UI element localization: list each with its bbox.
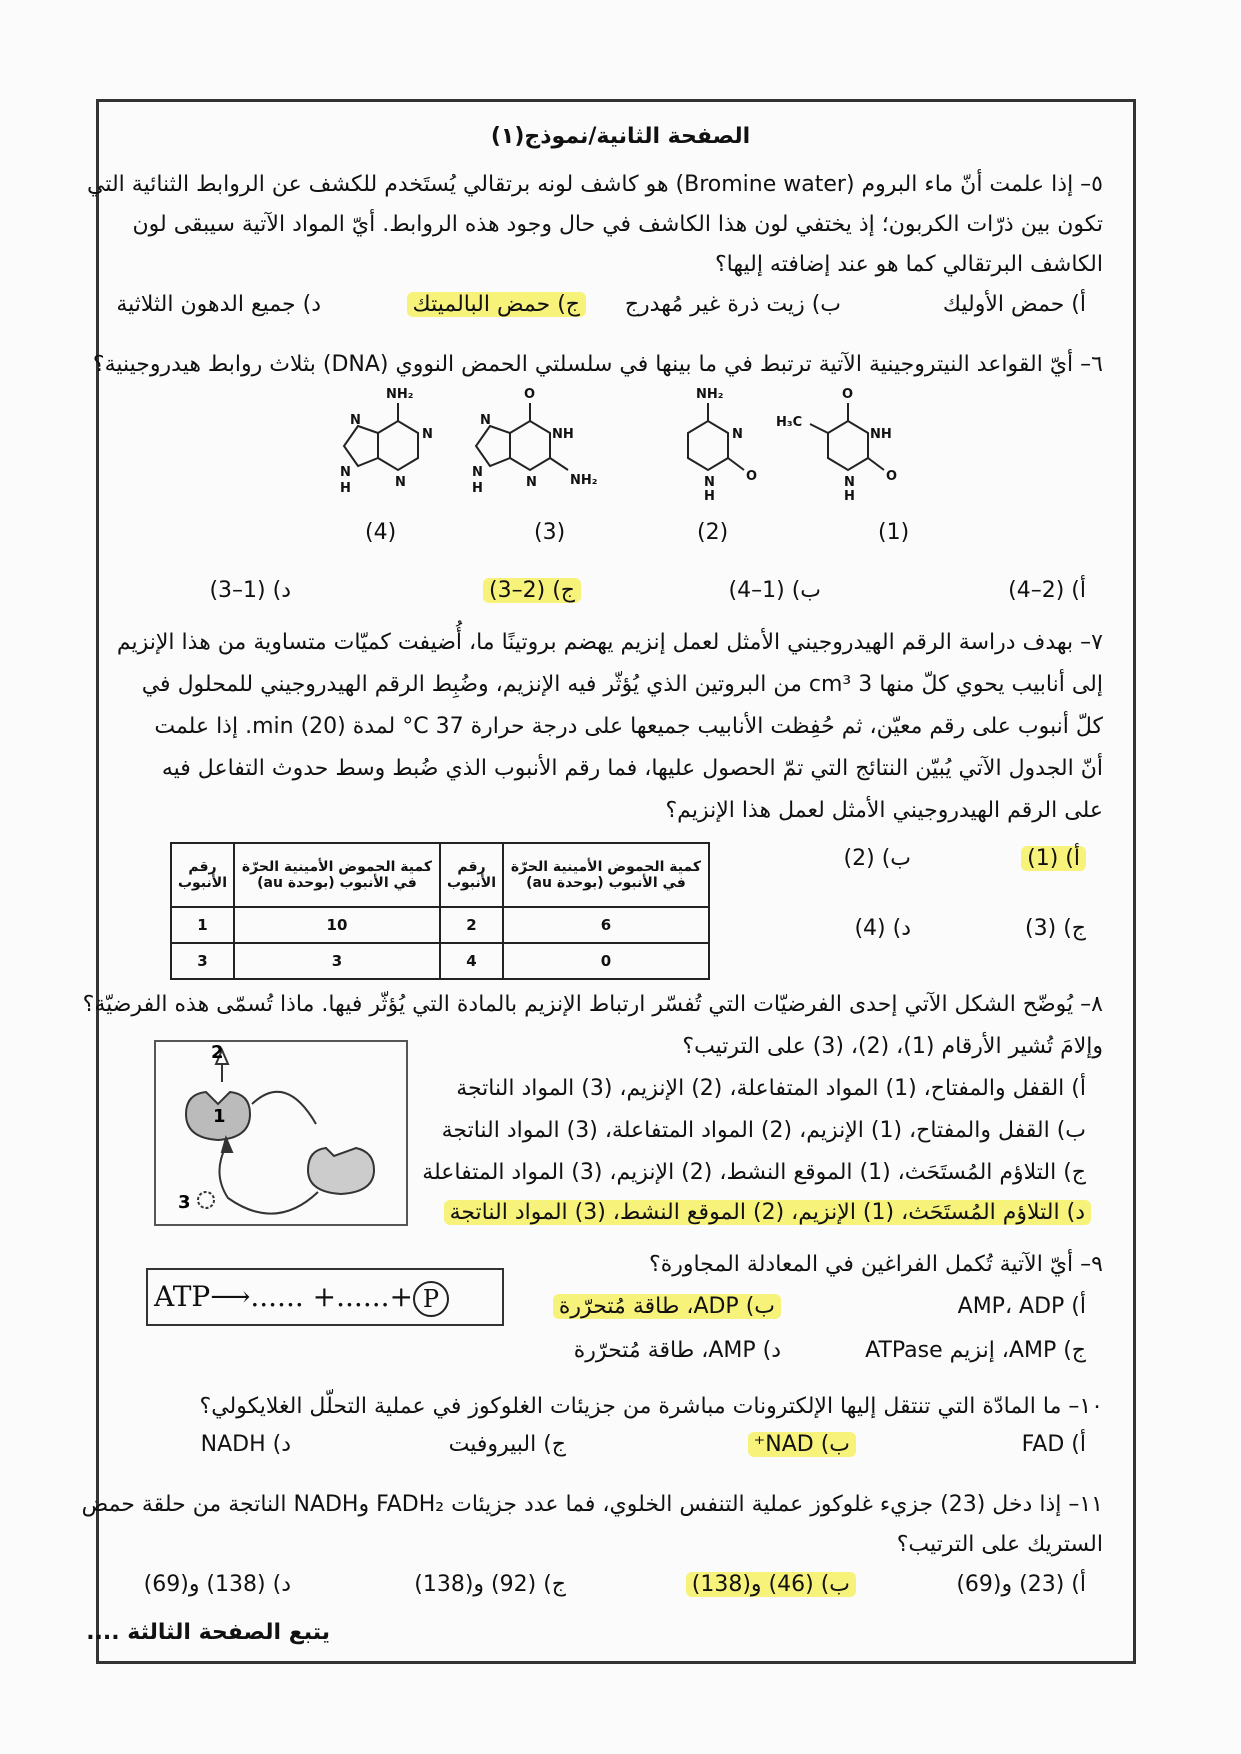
table-cell: 4 xyxy=(440,943,503,979)
q6-option-c[interactable]: ج) (2–3) xyxy=(483,578,581,603)
q7-option-a[interactable]: أ) (1) xyxy=(1021,846,1086,871)
guanine-n3: N xyxy=(472,465,483,480)
figure-label-1: 1 xyxy=(213,1106,226,1127)
q6-line: ٦– أيّ القواعد النيتروجينية الآتية ترتبط في ما بينها في سلسلتي الحمض النووي (DNA) بثلاث روابط هيدروجينية؟ xyxy=(92,352,1103,377)
thymine-nh: NH xyxy=(870,427,892,442)
adenine-n4: N xyxy=(340,465,351,480)
guanine-nh: NH xyxy=(552,427,574,442)
q10-option-c[interactable]: ج) البيروفيت xyxy=(448,1432,566,1457)
guanine-ring xyxy=(510,421,550,470)
q11-option-b[interactable]: ب) (46) و(138) xyxy=(686,1572,856,1597)
q9-line: ٩– أيّ الآتية تُكمل الفراغين في المعادلة المجاورة؟ xyxy=(649,1252,1103,1277)
enzyme-shape-2 xyxy=(308,1148,374,1194)
equation-box xyxy=(146,1268,504,1326)
thymine-h: H xyxy=(844,489,855,504)
guanine-nh2: NH₂ xyxy=(570,473,598,488)
q9-option-d[interactable]: د) AMP، طاقة مُتحرّرة xyxy=(573,1338,781,1363)
table-header: كمية الحموض الأمينية الحرّة في الأنبوب (بوحدة au) xyxy=(503,843,709,907)
q5-option-a[interactable]: أ) حمض الأوليك xyxy=(942,292,1086,317)
q10-option-d[interactable]: د) NADH xyxy=(200,1432,291,1457)
q10-line: ١٠– ما المادّة التي تنتقل إليها الإلكترونات مباشرة من جزيئات الغلوكوز في عملية التحلّل الغلايكولي؟ xyxy=(199,1394,1103,1419)
induced-fit-figure xyxy=(154,1040,408,1226)
thymine-o2: O xyxy=(886,469,898,484)
q9-option-b[interactable]: ب) ADP، طاقة مُتحرّرة xyxy=(553,1294,781,1319)
thymine-n: N xyxy=(844,475,855,490)
structure-label-2: (2) xyxy=(697,520,729,545)
nitrogen-bases-structures xyxy=(300,388,960,518)
equation-blanks: ...... +......+ xyxy=(250,1280,413,1313)
q8-option-d[interactable]: د) التلاؤم المُستَحَث، (1) الإنزيم، (2) الموقع النشط، (3) المواد الناتجة xyxy=(444,1200,1091,1225)
thymine-h3c: H₃C xyxy=(776,415,803,430)
cytosine-o: O xyxy=(746,469,758,484)
thymine-o1: O xyxy=(842,388,854,402)
page-footer: يتبع الصفحة الثالثة .... xyxy=(86,1620,330,1645)
adenine-n3: N xyxy=(350,413,361,428)
cytosine-n2: N xyxy=(704,475,715,490)
q7-line-4: أنّ الجدول الآتي يُبيّن النتائج التي تمّ الحصول عليها، فما رقم الأنبوب الذي ضُبط وسط حدوث التفاعل فيه xyxy=(161,756,1103,781)
thymine-ring xyxy=(828,421,868,470)
figure-label-2: 2 xyxy=(211,1042,224,1063)
q8-option-c[interactable]: ج) التلاؤم المُستَحَث، (1) الموقع النشط، (2) الإنزيم، (3) المواد المتفاعلة xyxy=(422,1160,1086,1185)
guanine-h: H xyxy=(472,481,483,496)
table-header-row xyxy=(171,843,709,907)
table-row xyxy=(171,907,709,943)
q8-line-1: ٨– يُوضّح الشكل الآتي إحدى الفرضيّات التي تُفسّر ارتباط الإنزيم بالمادة التي يُؤثّر فيها. ماذا تُسمّى هذه الفرضيّة؟ xyxy=(82,992,1103,1017)
q8-option-a[interactable]: أ) القفل والمفتاح، (1) المواد المتفاعلة، (2) الإنزيم، (3) المواد الناتجة xyxy=(456,1076,1086,1101)
equation-atp: ATP xyxy=(154,1280,211,1313)
q5-option-b[interactable]: ب) زيت ذرة غير مُهدرج xyxy=(624,292,841,317)
table-cell: 10 xyxy=(234,907,440,943)
q7-line-1: ٧– بهدف دراسة الرقم الهيدروجيني الأمثل لعمل إنزيم يهضم بروتينًا ما، أُضيفت كميّات متساوية من هذا الإنزيم xyxy=(116,630,1103,655)
guanine-imidazole xyxy=(476,426,510,466)
q7-line-5: على الرقم الهيدروجيني الأمثل لعمل هذا الإنزيم؟ xyxy=(665,798,1103,823)
guanine-o: O xyxy=(524,388,536,402)
cytosine-nh2: NH₂ xyxy=(696,388,724,402)
q11-option-a[interactable]: أ) (23) و(69) xyxy=(956,1572,1086,1597)
q8-line-2: وإلامَ تُشير الأرقام (1)، (2)، (3) على الترتيب؟ xyxy=(682,1034,1103,1059)
q11-option-c[interactable]: ج) (92) و(138) xyxy=(414,1572,566,1597)
table-cell: 1 xyxy=(171,907,234,943)
guanine-n1: N xyxy=(526,475,537,490)
adenine-n2: N xyxy=(395,475,406,490)
table-cell: 2 xyxy=(440,907,503,943)
table-header: كمية الحموض الأمينية الحرّة في الأنبوب (بوحدة au) xyxy=(234,843,440,907)
q7-option-c[interactable]: ج) (3) xyxy=(1025,916,1086,941)
q5-line-3: الكاشف البرتقالي كما هو عند إضافته إليها؟ xyxy=(714,252,1103,277)
results-table xyxy=(170,842,710,980)
table-row xyxy=(171,943,709,979)
q11-option-d[interactable]: د) (138) و(69) xyxy=(143,1572,291,1597)
table-cell: 3 xyxy=(171,943,234,979)
phosphate-icon: P xyxy=(413,1281,449,1317)
structure-label-3: (3) xyxy=(534,520,566,545)
q6-option-b[interactable]: ب) (1–4) xyxy=(728,578,821,603)
q6-option-a[interactable]: أ) (2–4) xyxy=(1008,578,1086,603)
adenine-imidazole xyxy=(344,426,378,466)
q7-line-2: إلى أنابيب يحوي كلّ منها 3 cm³ من البروتين الذي يُؤثّر فيه الإنزيم، وضُبِط الرقم الهيدروجيني للمحلول في xyxy=(141,672,1103,697)
q11-line-1: ١١– إذا دخل (23) جزيء غلوكوز عملية التنفس الخلوي، فما عدد جزيئات FADH₂ وNADH الناتجة من حلقة حمض xyxy=(81,1492,1103,1517)
structure-label-4: (4) xyxy=(365,520,397,545)
cytosine-h: H xyxy=(704,489,715,504)
table-header: رقم الأنبوب xyxy=(440,843,503,907)
structure-label-1: (1) xyxy=(878,520,910,545)
q5-line-2: تكون بين ذرّات الكربون؛ إذ يختفي لون هذا الكاشف في حال وجود هذه الروابط. أيّ المواد الآتية سيبقى لون xyxy=(132,212,1103,237)
guanine-n2: N xyxy=(480,413,491,428)
cycle-arrow-top xyxy=(252,1092,316,1124)
table-header: رقم الأنبوب xyxy=(171,843,234,907)
adenine-h: H xyxy=(340,481,351,496)
q7-option-b[interactable]: ب) (2) xyxy=(843,846,911,871)
cytosine-n1: N xyxy=(732,427,743,442)
arrow-icon: ⟶ xyxy=(210,1280,251,1313)
table-cell: 3 xyxy=(234,943,440,979)
q7-line-3: كلّ أنبوب على رقم معيّن، ثم حُفِظت الأنابيب جميعها على درجة حرارة 37 C° لمدة (20) min. إذا علمت xyxy=(154,714,1103,739)
q6-option-d[interactable]: د) (1–3) xyxy=(209,578,291,603)
q5-line-1: ٥– إذا علمت أنّ ماء البروم (Bromine water) هو كاشف لونه برتقالي يُستَخدم للكشف عن الروابط الثنائية التي xyxy=(87,172,1103,197)
adenine-ring xyxy=(378,421,418,470)
q11-line-2: الستريك على الترتيب؟ xyxy=(896,1532,1103,1557)
figure-label-3: 3 xyxy=(178,1192,191,1213)
table-cell: 6 xyxy=(503,907,709,943)
q10-option-a[interactable]: أ) FAD xyxy=(1021,1432,1086,1457)
adenine-nh2: NH₂ xyxy=(386,388,414,402)
q10-option-b[interactable]: ب) NAD⁺ xyxy=(748,1432,856,1457)
table-cell: 0 xyxy=(503,943,709,979)
cytosine-ring xyxy=(688,421,728,470)
q7-option-d[interactable]: د) (4) xyxy=(854,916,911,941)
q5-option-d[interactable]: د) جميع الدهون الثلاثية xyxy=(116,292,321,317)
q5-option-c[interactable]: ج) حمض البالميتك xyxy=(407,292,586,317)
page-title: الصفحة الثانية/نموذج(١) xyxy=(490,124,751,149)
q9-option-c[interactable]: ج) AMP، إنزيم ATPase xyxy=(865,1338,1086,1363)
q8-option-b[interactable]: ب) القفل والمفتاح، (1) الإنزيم، (2) المواد المتفاعلة، (3) المواد الناتجة xyxy=(441,1118,1086,1143)
q9-option-a[interactable]: أ) AMP، ADP xyxy=(957,1294,1086,1319)
adenine-n1: N xyxy=(422,427,433,442)
cycle-arrow-bottom xyxy=(219,1146,318,1214)
